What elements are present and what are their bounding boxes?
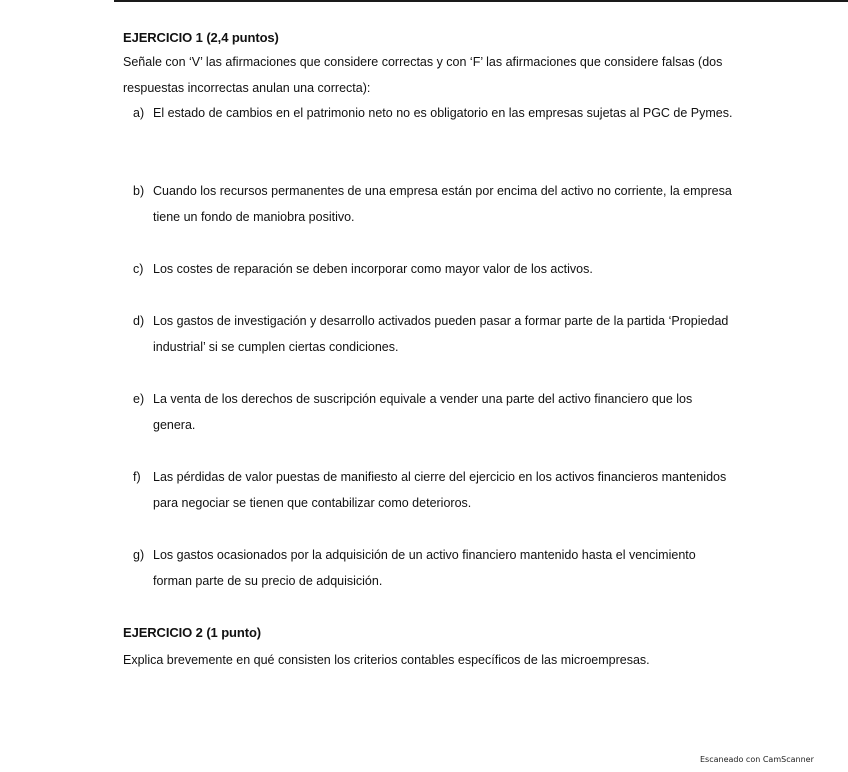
exercise-2-title: EJERCICIO 2 (1 punto)	[123, 625, 262, 640]
statement-letter: f)	[133, 470, 141, 484]
statement-text: Las pérdidas de valor puestas de manifiesto al cierre del ejercicio en los activos financieros mantenidos para negociar se tienen que contabilizar como deterioros.	[153, 470, 727, 510]
statement-d	[133, 308, 733, 360]
statement-g	[133, 542, 733, 594]
statement-e	[133, 386, 733, 438]
exercise-2-question: Explica brevemente en qué consisten los criterios contables específicos de las microempresas.	[123, 653, 650, 667]
statement-c	[133, 256, 733, 282]
statement-text: Los costes de reparación se deben incorporar como mayor valor de los activos.	[153, 262, 593, 276]
statement-letter: e)	[133, 392, 145, 406]
statement-letter: a)	[133, 106, 145, 120]
exercise-1-instruction: Señale con ‘V’ las afirmaciones que considere correctas y con ‘F’ las afirmaciones que considere falsas (dos respuestas incorrectas anulan una correcta):	[123, 55, 723, 95]
statement-text: La venta de los derechos de suscripción equivale a vender una parte del activo financiero que los genera.	[153, 392, 693, 432]
statement-letter: g)	[133, 548, 145, 562]
statement-text: Cuando los recursos permanentes de una empresa están por encima del activo no corriente, la empresa tiene un fondo de maniobra positivo.	[153, 184, 732, 224]
statement-a	[133, 100, 733, 126]
statement-b	[133, 178, 733, 230]
scanner-watermark: Escaneado con CamScanner	[700, 755, 814, 764]
statement-text: Los gastos ocasionados por la adquisición de un activo financiero mantenido hasta el vencimiento forman parte de su precio de adquisición.	[153, 548, 696, 588]
statement-letter: d)	[133, 314, 145, 328]
statement-f	[133, 464, 733, 516]
top-border-line	[114, 0, 848, 2]
exercise-1-title: EJERCICIO 1 (2,4 puntos)	[123, 30, 279, 45]
statement-letter: b)	[133, 184, 145, 198]
statement-text: Los gastos de investigación y desarrollo activados pueden pasar a formar parte de la partida ‘Propiedad industrial’ si se cumplen ciertas condiciones.	[153, 314, 729, 354]
statement-text: El estado de cambios en el patrimonio neto no es obligatorio en las empresas sujetas al PGC de Pymes.	[153, 106, 733, 120]
statement-letter: c)	[133, 262, 144, 276]
